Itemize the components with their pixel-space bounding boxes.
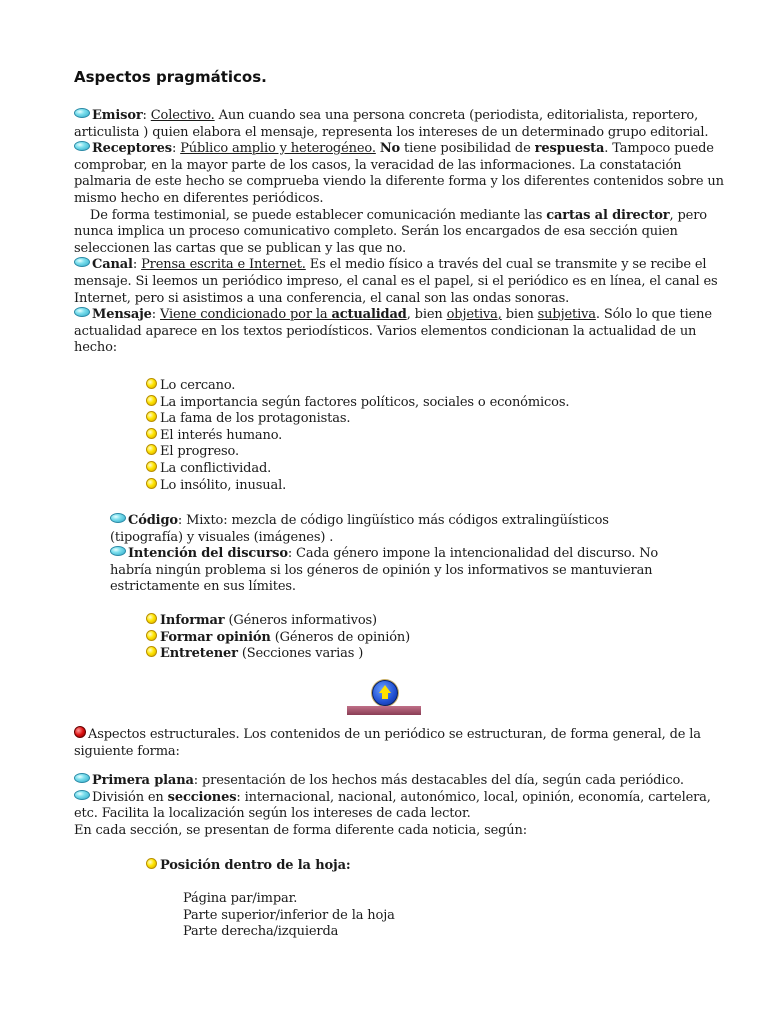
list-item	[146, 411, 569, 428]
canal-line-1: Canal: Prensa escrita e Internet. Es el medio físico a través del cual se transmite y se recibe el	[74, 257, 714, 274]
factores-list	[146, 378, 569, 494]
receptores-respuesta: respuesta	[534, 141, 605, 157]
up-arrow-head	[379, 685, 391, 693]
canal-line-3: Internet, pero si asistimos a una conferencia, el canal son las ondas sonoras.	[74, 290, 570, 306]
testimonial-text: De forma testimonial, se puede establecer comunicación mediante las	[74, 207, 547, 223]
yellow-dot-bullet-icon	[146, 858, 157, 869]
posicion-heading-block	[146, 858, 351, 875]
mensaje-sep: , bien	[406, 307, 447, 323]
list-item	[146, 378, 569, 395]
canal-value: Prensa escrita e Internet.	[141, 257, 306, 273]
yellow-dot-bullet-icon	[146, 613, 157, 624]
intencion-label: Intención del discurso	[128, 546, 288, 562]
yellow-dot-bullet-icon	[146, 444, 157, 455]
mensaje-line-1: Mensaje: Viene condicionado por la actualidad, bien objetiva, bien subjetiva. Sólo lo que tiene	[74, 307, 714, 324]
genero-text: (Géneros informativos)	[224, 613, 377, 628]
mensaje-tail: . Sólo lo que tiene	[595, 307, 712, 323]
primera-plana-line	[74, 773, 714, 790]
division-line-1	[74, 790, 714, 807]
cartas-al-director: cartas al director	[546, 207, 670, 223]
receptores-line-3: palmaria de este hecho se comprueba viendo la diferente forma y los diferentes contenidos sobre un	[74, 174, 724, 190]
mensaje-value	[160, 307, 407, 322]
yellow-dot-bullet-icon	[146, 395, 157, 406]
codigo-text: : Mixto: mezcla de código lingüístico más códigos extralingüísticos	[177, 513, 609, 528]
list-item	[146, 613, 410, 630]
subjetiva: subjetiva	[537, 307, 596, 323]
receptores-no: No	[379, 141, 401, 157]
codigo-label: Código	[128, 513, 178, 528]
gem-bullet-icon	[74, 773, 90, 783]
division-line-3: En cada sección, se presentan de forma diferente cada noticia, según:	[74, 822, 527, 838]
yellow-dot-bullet-icon	[146, 378, 157, 389]
primera-plana-label: Primera plana	[92, 773, 194, 788]
canal-label: Canal	[92, 257, 133, 273]
codigo-line-1	[110, 513, 670, 530]
list-item	[146, 461, 569, 478]
genero-text: (Géneros de opinión)	[270, 629, 411, 645]
canal-line-2: mensaje. Si leemos un periódico impreso, el canal es el papel, si el periódico es en línea, el canal es	[74, 273, 718, 289]
list-item: Parte derecha/izquierda	[183, 924, 339, 940]
codigo-intencion-body	[110, 513, 670, 596]
genero-label: Informar	[160, 613, 225, 628]
structural-sections-body	[74, 773, 714, 839]
testimonial-line-2: nunca implica un proceso comunicativo completo. Serán los encargados de esa sección quien	[74, 224, 678, 240]
receptores-tail: . Tampoco puede	[604, 141, 714, 157]
intencion-text: : Cada género impone la intencionalidad del discurso. No	[287, 546, 659, 562]
canal-text: Es el medio físico a través del cual se transmite y se recibe el	[305, 257, 707, 273]
yellow-dot-bullet-icon	[146, 646, 157, 657]
list-item-text: La fama de los protagonistas.	[160, 411, 351, 427]
objetiva: objetiva,	[446, 307, 502, 323]
list-item-text: Lo cercano.	[160, 378, 236, 393]
list-item	[146, 478, 569, 495]
testimonial-line-1	[74, 208, 714, 225]
gem-bullet-icon	[74, 257, 90, 267]
list-item-text: El progreso.	[160, 444, 239, 460]
home-up-button[interactable]	[347, 680, 421, 716]
mensaje-label: Mensaje	[92, 307, 152, 323]
yellow-dot-bullet-icon	[146, 478, 157, 489]
gem-bullet-icon	[74, 307, 90, 317]
posicion-items	[183, 891, 395, 941]
gem-bullet-icon	[74, 141, 90, 151]
genero-label: Entretener	[160, 646, 238, 662]
division-pre: División en	[92, 789, 168, 805]
emisor-line-2: articulista ) quien elabora el mensaje, representa los intereses de un determinado grupo editorial.	[74, 124, 709, 140]
division-line-2: etc. Facilita la localización según los intereses de cada lector.	[74, 806, 471, 822]
receptores-label: Receptores	[92, 141, 172, 157]
emisor-value: Colectivo.	[150, 108, 215, 123]
intencion-line-1	[110, 546, 670, 563]
estructurales-line-1	[74, 726, 714, 744]
list-item-text: La importancia según factores políticos, sociales o económicos.	[160, 394, 570, 410]
list-item: Parte superior/inferior de la hoja	[183, 907, 395, 923]
yellow-dot-bullet-icon	[146, 428, 157, 439]
gem-bullet-icon	[74, 790, 90, 800]
mensaje-value-text: Viene condicionado por la	[160, 307, 332, 323]
emisor-text: Aun cuando sea una persona concreta (periodista, editorialista, reportero,	[214, 108, 699, 123]
list-item-text: El interés humano.	[160, 427, 283, 443]
home-bar	[347, 706, 421, 715]
testimonial-line-3: seleccionen las cartas que se publican y las que no.	[74, 240, 406, 256]
pragmatic-aspects-body	[74, 108, 724, 357]
codigo-line-2: (tipografía) y visuales (imágenes) .	[110, 529, 334, 545]
red-dot-bullet-icon	[74, 726, 86, 738]
receptores-line-4: mismo hecho en diferentes periódicos.	[74, 190, 324, 206]
estructurales-line-2: siguiente forma:	[74, 743, 180, 759]
posicion-label: Posición dentro de la hoja:	[160, 858, 351, 873]
yellow-dot-bullet-icon	[146, 461, 157, 472]
genero-text: (Secciones varias )	[237, 646, 364, 662]
list-item	[146, 395, 569, 412]
list-item	[146, 630, 410, 647]
up-arrow-stem	[382, 693, 388, 699]
emisor-line-1: Emisor: Colectivo. Aun cuando sea una persona concreta (periodista, editorialista, reportero,	[74, 108, 714, 125]
list-item-text: La conflictividad.	[160, 460, 272, 476]
page-title: Aspectos pragmáticos.	[74, 68, 267, 86]
mensaje-line-2: actualidad aparece en los textos periodísticos. Varios elementos condicionan la actualidad de un	[74, 323, 697, 339]
gem-bullet-icon	[110, 513, 126, 523]
genero-label: Formar opinión	[160, 629, 271, 645]
list-item	[146, 444, 569, 461]
home-up-arrow-icon[interactable]	[372, 680, 398, 706]
receptores-value: Público amplio y heterogéneo.	[180, 141, 376, 157]
list-item	[146, 428, 569, 445]
primera-plana-text: : presentación de los hechos más destacables del día, según cada periódico.	[193, 773, 684, 788]
intencion-line-2: habría ningún problema si los géneros de opinión y los informativos se mantuvieran	[110, 562, 653, 578]
list-item: Página par/impar.	[183, 891, 298, 906]
gem-bullet-icon	[110, 546, 126, 556]
posicion-heading	[146, 858, 351, 875]
actualidad: actualidad	[331, 307, 407, 323]
receptores-text: tiene posibilidad de	[400, 141, 535, 157]
gem-bullet-icon	[74, 108, 90, 118]
division-text: : internacional, nacional, autonómico, local, opinión, economía, cartelera,	[236, 789, 711, 805]
emisor-label: Emisor	[92, 108, 143, 123]
secciones: secciones	[167, 789, 237, 805]
mensaje-sep-2: bien	[501, 307, 538, 323]
receptores-line-2: comprobar, en la mayor parte de los casos, la veracidad de las informaciones. La constatación	[74, 157, 682, 173]
mensaje-line-3: hecho:	[74, 340, 118, 356]
yellow-dot-bullet-icon	[146, 630, 157, 641]
intencion-line-3: estrictamente en sus límites.	[110, 579, 296, 595]
estructurales-text: Aspectos estructurales. Los contenidos de un periódico se estructuran, de forma general, de la	[88, 727, 701, 742]
structural-aspects-body	[74, 726, 714, 760]
list-item-text: Lo insólito, inusual.	[160, 477, 287, 493]
generos-list	[146, 613, 410, 663]
yellow-dot-bullet-icon	[146, 411, 157, 422]
receptores-line-1: Receptores: Público amplio y heterogéneo. No tiene posibilidad de respuesta. Tampoco puede	[74, 141, 714, 158]
testimonial-tail: , pero	[669, 207, 707, 223]
list-item	[146, 646, 410, 663]
